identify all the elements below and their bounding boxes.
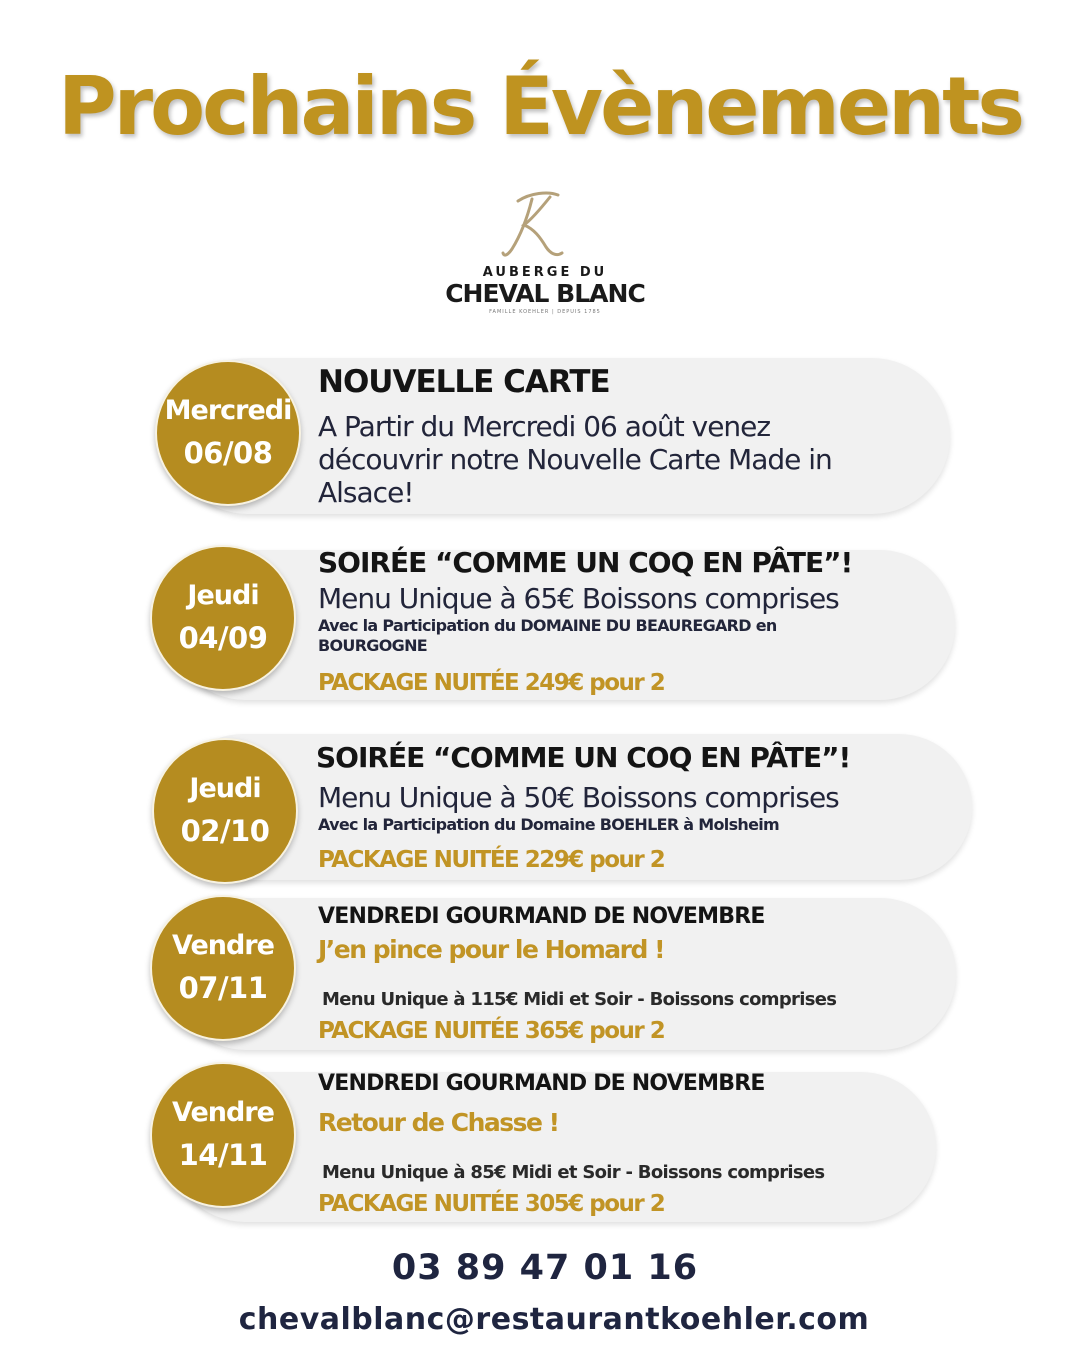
- event-date: 02/10: [180, 814, 270, 848]
- event-title: VENDREDI GOURMAND DE NOVEMBRE: [318, 1071, 765, 1096]
- event-participation: [318, 616, 777, 656]
- event-description: [318, 410, 832, 509]
- event-day: Jeudi: [189, 773, 261, 804]
- event-day: Mercredi: [164, 395, 292, 426]
- event-participation-line: BOURGOGNE: [318, 636, 427, 655]
- event-title: SOIRÉE “COMME UN COQ EN PÂTE”!: [316, 741, 851, 774]
- event-description-line: Alsace!: [318, 476, 414, 509]
- event-package: PACKAGE NUITÉE 229€ pour 2: [318, 847, 665, 873]
- event-date-badge: [150, 1062, 296, 1208]
- event-subtitle: J’en pince pour le Homard !: [318, 935, 664, 964]
- event-date-badge: [150, 895, 296, 1041]
- logo: [400, 185, 690, 325]
- event-package: PACKAGE NUITÉE 365€ pour 2: [318, 1018, 665, 1044]
- logo-subtitle: AUBERGE DU: [482, 265, 608, 280]
- event-menu: Menu Unique à 115€ Midi et Soir - Boissons comprises: [322, 989, 837, 1010]
- event-day: Vendre: [172, 1097, 274, 1128]
- event-date: 04/09: [178, 621, 268, 655]
- logo-k-monogram: [400, 185, 690, 265]
- event-day: Vendre: [172, 930, 274, 961]
- event-menu: Menu Unique à 85€ Midi et Soir - Boissons comprises: [322, 1162, 825, 1183]
- event-package: PACKAGE NUITÉE 249€ pour 2: [318, 670, 665, 696]
- event-date-badge: [155, 360, 301, 506]
- event-package: PACKAGE NUITÉE 305€ pour 2: [318, 1191, 665, 1217]
- contact-phone[interactable]: 03 89 47 01 16: [391, 1248, 699, 1288]
- event-subtitle: Retour de Chasse !: [318, 1108, 559, 1137]
- logo-tagline: FAMILLE KOEHLER | DEPUIS 1785: [489, 309, 601, 315]
- event-day: Jeudi: [187, 580, 259, 611]
- page-title: Prochains Évènements: [58, 60, 1022, 153]
- event-date-badge: [152, 738, 298, 884]
- event-title: NOUVELLE CARTE: [318, 364, 610, 400]
- event-date-badge: [150, 545, 296, 691]
- event-participation: Avec la Participation du Domaine BOEHLER à Molsheim: [318, 815, 779, 834]
- event-menu: Menu Unique à 50€ Boissons comprises: [318, 781, 839, 814]
- event-title: VENDREDI GOURMAND DE NOVEMBRE: [318, 904, 765, 929]
- event-description-line: A Partir du Mercredi 06 août venez: [318, 410, 771, 443]
- event-title: SOIRÉE “COMME UN COQ EN PÂTE”!: [318, 546, 853, 579]
- logo-name: CHEVAL BLANC: [445, 279, 645, 308]
- event-description-line: découvrir notre Nouvelle Carte Made in: [318, 443, 832, 476]
- event-participation-line: Avec la Participation du DOMAINE DU BEAUREGARD en: [318, 616, 777, 635]
- event-date: 06/08: [183, 436, 273, 470]
- event-date: 14/11: [178, 1138, 268, 1172]
- event-menu: Menu Unique à 65€ Boissons comprises: [318, 582, 839, 615]
- event-date: 07/11: [178, 971, 268, 1005]
- contact-email[interactable]: chevalblanc@restaurantkoehler.com: [238, 1302, 870, 1337]
